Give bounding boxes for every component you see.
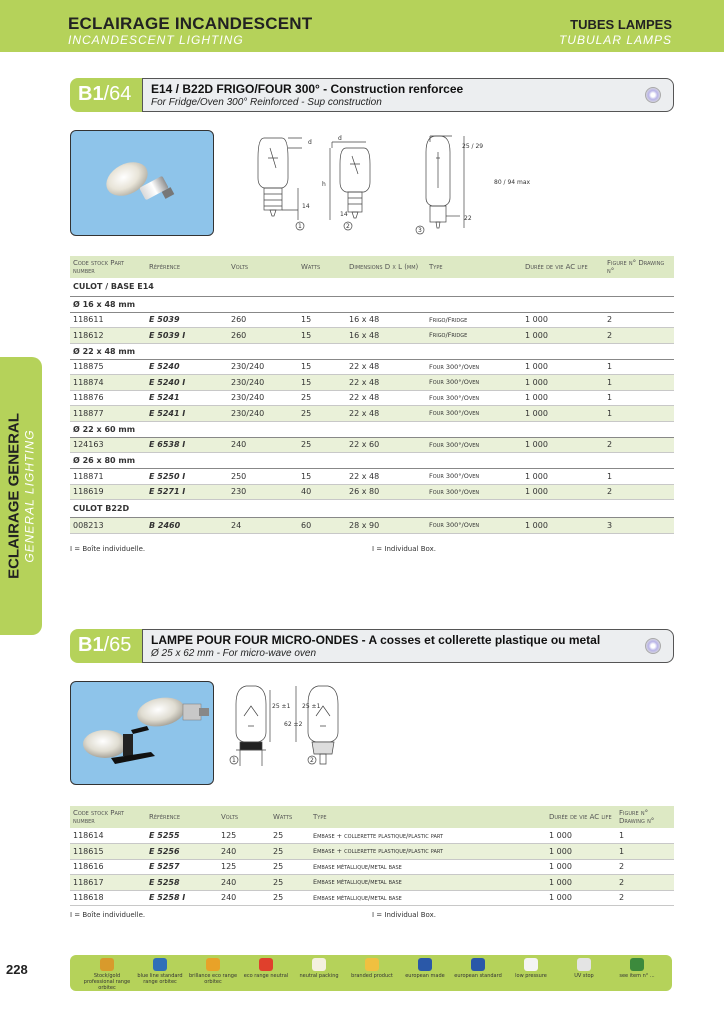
type-cell: Four 300°/Oven [426,437,522,453]
watts-cell: 25 [298,406,346,422]
table-row [70,312,674,328]
category-subtitle: INCANDESCENT LIGHTING [68,33,244,47]
product-photo-microwave [70,681,214,785]
reference-cell: B 2460 [146,518,228,534]
watts-cell: 25 [298,390,346,406]
table-row [70,375,674,391]
legend-item [608,958,666,979]
life-cell: 1 000 [522,328,604,344]
microwave-bulb-photo-icon [71,682,215,786]
code-cell: 118617 [70,875,146,891]
table-row [70,859,674,875]
reference-cell: E 5240 I [146,375,228,391]
svg-text:1: 1 [232,757,236,764]
side-tab[interactable] [0,357,42,635]
dimensions-cell: 22 x 60 [346,437,426,453]
legend-text: UV stop [574,973,594,979]
type-cell: Embase métallique/metal base [310,890,546,906]
technical-drawing-microwave [218,676,378,772]
reference-cell: E 5240 [146,359,228,375]
legend-icon [259,958,273,971]
watts-cell: 25 [298,437,346,453]
life-cell: 1 000 [546,844,616,860]
code-cell: 118877 [70,406,146,422]
reference-cell: E 5255 [146,828,218,844]
volts-cell: 240 [218,890,270,906]
svg-text:d: d [308,139,312,146]
col-header-drawing: Figure n° Drawing n° [616,806,674,828]
drawing-cell: 1 [604,375,674,391]
svg-text:2: 2 [310,757,314,764]
reference-cell: E 5241 I [146,406,228,422]
reference-cell: E 5258 I [146,890,218,906]
drawing-cell: 2 [604,437,674,453]
legend-text: branded product [351,973,393,979]
footer-legend-bar [70,955,672,991]
type-cell: Four 300°/Oven [426,359,522,375]
size-group-row [70,343,674,359]
legend-item [290,958,348,979]
volts-cell: 230/240 [228,406,298,422]
col-header-type: Type [310,806,546,828]
drawing-cell: 1 [604,406,674,422]
volts-cell: 125 [218,828,270,844]
section-subtitle: For Fridge/Oven 300° Reinforced - Sup construction [151,97,382,108]
legend-text: low pressure [515,973,547,979]
legend-icon [206,958,220,971]
table-row [70,828,674,844]
watts-cell: 25 [270,875,310,891]
section-header-b1-65 [70,629,674,663]
code-cell: 118615 [70,844,146,860]
reference-cell: E 5257 [146,859,218,875]
type-cell: Frigo/Fridge [426,312,522,328]
table-row [70,437,674,453]
product-family-title: TUBES LAMPES [570,17,672,32]
group-label: Ø 22 x 60 mm [70,421,674,437]
reference-cell: E 6538 I [146,437,228,453]
dimensions-cell: 22 x 48 [346,375,426,391]
base-group-row [70,278,674,296]
dimensions-cell: 28 x 90 [346,518,426,534]
code-cell: 118612 [70,328,146,344]
table-row [70,844,674,860]
legend-text: eco range neutral [243,973,289,979]
reference-cell: E 5250 I [146,469,228,485]
drawing-cell: 2 [604,484,674,500]
legend-text: see item n° ... [619,973,655,979]
legend-icon [471,958,485,971]
drawing-cell: 1 [604,390,674,406]
reference-cell: E 5039 I [146,328,228,344]
volts-cell: 24 [228,518,298,534]
col-header-reference: Référence [146,806,218,828]
type-cell: Four 300°/Oven [426,375,522,391]
volts-cell: 250 [228,469,298,485]
svg-text:2: 2 [346,223,350,230]
legend-text: european made [405,973,445,979]
life-cell: 1 000 [522,359,604,375]
group-label: CULOT B22D [70,500,674,518]
dimensions-cell: 22 x 48 [346,359,426,375]
type-cell: Four 300°/Oven [426,390,522,406]
col-header-life: Durée de vie AC life [522,256,604,278]
product-family-subtitle: TUBULAR LAMPS [558,33,672,47]
product-photo-e14 [70,130,214,236]
table-row [70,484,674,500]
col-header-type: Type [426,256,522,278]
reference-cell: E 5271 I [146,484,228,500]
type-cell: Four 300°/Oven [426,518,522,534]
watts-cell: 60 [298,518,346,534]
spec-table-b1-65 [70,806,674,906]
volts-cell: 230/240 [228,390,298,406]
section-title: LAMPE POUR FOUR MICRO-ONDES - A cosses et collerette plastique ou metal [151,633,601,647]
legend-item [237,958,295,979]
legend-icon [153,958,167,971]
svg-text:14: 14 [302,203,310,210]
code-cell: 118616 [70,859,146,875]
watts-cell: 25 [270,844,310,860]
legend-icon [312,958,326,971]
col-header-volts: Volts [218,806,270,828]
drawing-cell: 2 [604,312,674,328]
volts-cell: 260 [228,312,298,328]
note-right: I = Individual Box. [372,911,436,919]
watts-cell: 15 [298,312,346,328]
legend-icon [630,958,644,971]
legend-text: neutral packing [299,973,339,979]
drawing-cell: 1 [604,359,674,375]
svg-text:25 ±1: 25 ±1 [272,703,291,710]
col-header-dimensions: Dimensions D x L (mm) [346,256,426,278]
life-cell: 1 000 [546,859,616,875]
svg-text:62 ±2: 62 ±2 [284,721,303,728]
type-cell: Embase + collerette plastique/plastic part [310,828,546,844]
reference-cell: E 5258 [146,875,218,891]
legend-icon [524,958,538,971]
legend-item [449,958,507,979]
svg-text:1: 1 [298,223,302,230]
note-left: I = Boîte individuelle. [70,911,146,919]
side-tab-subtitle: GENERAL LIGHTING [22,429,37,563]
dimensions-cell: 22 x 48 [346,390,426,406]
size-group-row [70,421,674,437]
legend-item [78,958,136,991]
watts-cell: 25 [270,828,310,844]
drawing-cell: 1 [616,828,674,844]
table-header-row [70,256,674,278]
table-row [70,328,674,344]
life-cell: 1 000 [522,484,604,500]
table-row [70,359,674,375]
watts-cell: 25 [270,859,310,875]
watts-cell: 15 [298,328,346,344]
section-subtitle: Ø 25 x 62 mm - For micro-wave oven [151,648,317,659]
col-header-code: Code stock Part number [70,256,146,278]
life-cell: 1 000 [522,406,604,422]
group-label: CULOT / BASE E14 [70,278,674,296]
legend-icon [577,958,591,971]
life-cell: 1 000 [522,390,604,406]
svg-text:h: h [322,181,326,188]
col-header-life: Durée de vie AC life [546,806,616,828]
note-right: I = Individual Box. [372,545,436,553]
side-tab-title: ECLAIRAGE GENERAL [5,413,23,579]
code-cell: 118871 [70,469,146,485]
side-tab-text [6,413,37,579]
volts-cell: 260 [228,328,298,344]
life-cell: 1 000 [546,828,616,844]
watts-cell: 15 [298,469,346,485]
table-row [70,875,674,891]
legend-item [502,958,560,979]
code-cell: 124163 [70,437,146,453]
section-title-box [142,78,674,112]
life-cell: 1 000 [522,437,604,453]
type-cell: Four 300°/Oven [426,406,522,422]
table-row [70,406,674,422]
life-cell: 1 000 [522,518,604,534]
reference-cell: E 5241 [146,390,228,406]
type-cell: Four 300°/Oven [426,484,522,500]
legend-icon [365,958,379,971]
base-group-row [70,500,674,518]
legend-item [343,958,401,979]
svg-text:25 ±1: 25 ±1 [302,703,321,710]
legend-item [396,958,454,979]
reference-cell: E 5256 [146,844,218,860]
drawing-cell: 2 [604,328,674,344]
dimensions-cell: 22 x 48 [346,406,426,422]
technical-drawing-e14 [240,128,531,240]
table-row [70,469,674,485]
legend-text: Stock/gold professional range orbitec [83,973,131,991]
drawing-cell: 3 [604,518,674,534]
disc-icon [645,87,661,103]
col-header-watts: Watts [270,806,310,828]
group-label: Ø 26 x 80 mm [70,453,674,469]
col-header-code: Code stock Part number [70,806,146,828]
legend-item [131,958,189,985]
col-header-volts: Volts [228,256,298,278]
legend-text: european standard [454,973,502,979]
volts-cell: 230/240 [228,375,298,391]
code-cell: 118874 [70,375,146,391]
table-body [70,278,674,533]
group-label: Ø 22 x 48 mm [70,343,674,359]
legend-text: blue line standard range orbitec [137,973,183,985]
section-header-b1-64 [70,78,674,112]
code-cell: 118875 [70,359,146,375]
dimensions-cell: 22 x 48 [346,469,426,485]
type-cell: Embase métallique/metal base [310,859,546,875]
drawing-cell: 2 [616,875,674,891]
legend-icon [418,958,432,971]
section-title: E14 / B22D FRIGO/FOUR 300° - Construction renforcee [151,82,464,96]
svg-text:d: d [338,135,342,142]
watts-cell: 25 [270,890,310,906]
section-code: B1/64 [70,78,142,112]
size-group-row [70,296,674,312]
volts-cell: 230/240 [228,359,298,375]
drawing-cell: 2 [616,890,674,906]
section-code: B1/65 [70,629,142,663]
svg-text:3: 3 [418,227,422,234]
volts-cell: 240 [218,875,270,891]
watts-cell: 40 [298,484,346,500]
col-header-reference: Référence [146,256,228,278]
svg-text:22: 22 [464,215,472,222]
col-header-watts: Watts [298,256,346,278]
dimensions-cell: 16 x 48 [346,312,426,328]
category-title: ECLAIRAGE INCANDESCENT [68,14,313,33]
code-cell: 118614 [70,828,146,844]
life-cell: 1 000 [546,890,616,906]
reference-cell: E 5039 [146,312,228,328]
dimensions-cell: 16 x 48 [346,328,426,344]
note-left: I = Boîte individuelle. [70,545,146,553]
table-body [70,828,674,906]
group-label: Ø 16 x 48 mm [70,296,674,312]
drawing-cell: 2 [616,859,674,875]
type-cell: Embase métallique/metal base [310,875,546,891]
code-cell: 008213 [70,518,146,534]
life-cell: 1 000 [546,875,616,891]
drawing-cell: 1 [616,844,674,860]
type-cell: Embase + collerette plastique/plastic part [310,844,546,860]
legend-icon [100,958,114,971]
life-cell: 1 000 [522,469,604,485]
life-cell: 1 000 [522,375,604,391]
code-cell: 118618 [70,890,146,906]
legend-item [555,958,613,979]
col-header-drawing: Figure n° Drawing n° [604,256,674,278]
volts-cell: 240 [218,844,270,860]
table-row [70,518,674,534]
table-row [70,890,674,906]
type-cell: Four 300°/Oven [426,469,522,485]
spec-table-b1-64 [70,256,674,534]
table-row [70,390,674,406]
section-title-box [142,629,674,663]
type-cell: Frigo/Fridge [426,328,522,344]
page-header [0,0,724,52]
legend-item [184,958,242,985]
size-group-row [70,453,674,469]
watts-cell: 15 [298,375,346,391]
table-header-row [70,806,674,828]
code-cell: 118619 [70,484,146,500]
dimensions-cell: 26 x 80 [346,484,426,500]
code-cell: 118611 [70,312,146,328]
drawing-cell: 1 [604,469,674,485]
volts-cell: 125 [218,859,270,875]
svg-text:25 / 29: 25 / 29 [462,143,484,150]
watts-cell: 15 [298,359,346,375]
volts-cell: 230 [228,484,298,500]
legend-text: brillance eco range orbitec [188,973,238,985]
page-number: 228 [6,962,28,977]
bulb-photo-icon [71,131,215,237]
svg-text:80 / 94 max: 80 / 94 max [494,179,531,186]
code-cell: 118876 [70,390,146,406]
volts-cell: 240 [228,437,298,453]
svg-text:14: 14 [340,211,348,218]
life-cell: 1 000 [522,312,604,328]
disc-icon [645,638,661,654]
